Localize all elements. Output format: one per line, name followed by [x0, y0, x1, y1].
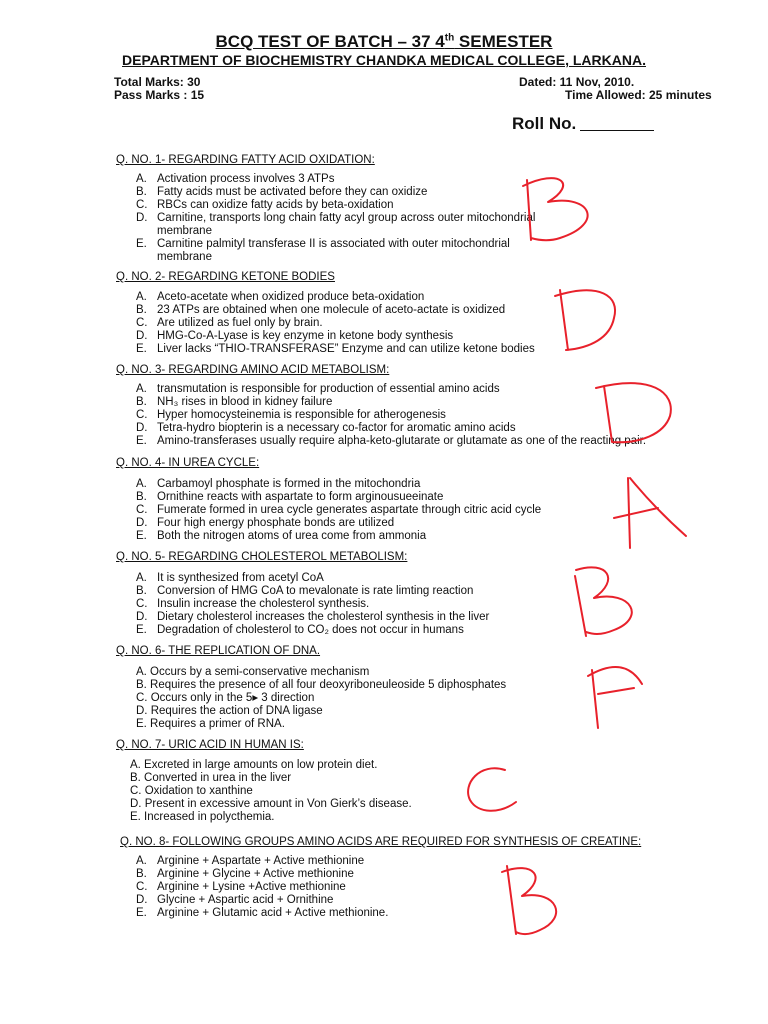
- question-8-heading: Q. NO. 8- FOLLOWING GROUPS AMINO ACIDS ARE REQUIRED FOR SYNTHESIS OF CREATINE:: [120, 836, 642, 848]
- question-3-options: [136, 383, 646, 448]
- option-7a: A. Excreted in large amounts on low protein diet.: [130, 759, 378, 771]
- answer-2-handwritten-d: [555, 290, 615, 350]
- question-4-heading: Q. NO. 4- IN UREA CYCLE:: [116, 457, 260, 469]
- option-8d: D. Glycine + Aspartic acid + Ornithine: [136, 894, 334, 906]
- option-3c: C. Hyper homocysteinemia is responsible for atherogenesis: [136, 409, 446, 421]
- question-4-options: [136, 478, 541, 543]
- question-7-options: [130, 759, 412, 824]
- pass-marks: Pass Marks : 15: [114, 88, 205, 102]
- option-3d: D. Tetra-hydro biopterin is a necessary co-factor for aromatic amino acids: [136, 422, 516, 434]
- option-8b: B. Arginine + Glycine + Active methionine: [136, 868, 354, 880]
- question-2-options: [136, 291, 535, 356]
- answer-4-handwritten-a: [614, 478, 686, 548]
- option-5d: D. Dietary cholesterol increases the cholesterol synthesis in the liver: [136, 611, 490, 623]
- time-allowed: Time Allowed: 25 minutes: [565, 88, 712, 102]
- option-5e: E. Degradation of cholesterol to CO₂ does not occur in humans: [136, 624, 464, 636]
- question-6-options: [136, 666, 506, 731]
- option-1a: A. Activation process involves 3 ATPs: [136, 173, 335, 185]
- option-6c: C. Occurs only in the 5▸ 3 direction: [136, 692, 315, 704]
- question-2-heading: Q. NO. 2- REGARDING KETONE BODIES: [116, 271, 335, 283]
- option-5b: B. Conversion of HMG CoA to mevalonate is rate limting reaction: [136, 585, 474, 597]
- option-1e-continued: membrane: [157, 251, 212, 263]
- option-7c: C. Oxidation to xanthine: [130, 785, 253, 797]
- total-marks: Total Marks: 30: [114, 75, 201, 89]
- option-2a: A. Aceto-acetate when oxidized produce beta-oxidation: [136, 291, 425, 303]
- option-7b: B. Converted in urea in the liver: [130, 772, 292, 784]
- option-4e: E. Both the nitrogen atoms of urea come from ammonia: [136, 530, 427, 542]
- option-2d: D. HMG-Co-A-Lyase is key enzyme in ketone body synthesis: [136, 330, 454, 342]
- option-1e: E. Carnitine palmityl transferase II is associated with outer mitochondrial: [136, 238, 510, 250]
- option-6d: D. Requires the action of DNA ligase: [136, 705, 323, 717]
- answer-8-handwritten-b: [502, 866, 556, 934]
- option-4d: D. Four high energy phosphate bonds are utilized: [136, 517, 395, 529]
- option-4b: B. Ornithine reacts with aspartate to form arginousueeinate: [136, 491, 444, 503]
- option-1d: D. Carnitine, transports long chain fatty acyl group across outer mitochondrial: [136, 212, 536, 224]
- roll-number-blank[interactable]: [580, 130, 654, 131]
- answer-6-handwritten-a: [588, 667, 642, 728]
- option-8e: E. Arginine + Glutamic acid + Active methionine.: [136, 907, 389, 919]
- question-1-options: [136, 173, 535, 264]
- option-7e: E. Increased in polycthemia.: [130, 811, 275, 823]
- option-4a: A. Carbamoyl phosphate is formed in the mitochondria: [136, 478, 421, 490]
- option-3e: E. Amino-transferases usually require alpha-keto-glutarate or glutamate as one of the reacting pair.: [136, 435, 647, 447]
- option-7d: D. Present in excessive amount in Von Gierk’s disease.: [130, 798, 412, 810]
- department-name: DEPARTMENT OF BIOCHEMISTRY CHANDKA MEDICAL COLLEGE, LARKANA.: [122, 52, 646, 68]
- question-8-options: [136, 855, 388, 920]
- question-7-heading: Q. NO. 7- URIC ACID IN HUMAN IS:: [116, 739, 304, 751]
- exam-date: Dated: 11 Nov, 2010.: [519, 75, 635, 89]
- question-6-heading: Q. NO. 6- THE REPLICATION OF DNA.: [116, 645, 321, 657]
- option-6b: B. Requires the presence of all four deoxyriboneuleoside 5 diphosphates: [136, 679, 507, 691]
- question-3-heading: Q. NO. 3- REGARDING AMINO ACID METABOLISM:: [116, 364, 390, 376]
- option-2b: B. 23 ATPs are obtained when one molecule of aceto-actate is oxidized: [136, 304, 506, 316]
- answer-7-handwritten-c: [468, 768, 516, 810]
- option-3b: B. NH₃ rises in blood in kidney failure: [136, 396, 333, 408]
- option-5c: C. Insulin increase the cholesterol synthesis.: [136, 598, 370, 610]
- option-3a: A. transmutation is responsible for production of essential amino acids: [136, 383, 500, 395]
- option-6a: A. Occurs by a semi-conservative mechanism: [136, 666, 370, 678]
- option-1b: B. Fatty acids must be activated before they can oxidize: [136, 186, 428, 198]
- option-1d-continued: membrane: [157, 225, 212, 237]
- option-2e: E. Liver lacks “THIO-TRANSFERASE” Enzyme and can utilize ketone bodies: [136, 343, 535, 355]
- exam-title: BCQ TEST OF BATCH – 37 4th SEMESTER: [215, 32, 553, 51]
- option-6e: E. Requires a primer of RNA.: [136, 718, 285, 730]
- question-1-heading: Q. NO. 1- REGARDING FATTY ACID OXIDATION:: [116, 154, 375, 166]
- option-8c: C. Arginine + Lysine +Active methionine: [136, 881, 346, 893]
- answer-5-handwritten-b: [575, 567, 632, 636]
- roll-number-field[interactable]: Roll No.: [512, 114, 654, 134]
- option-1c: C. RBCs can oxidize fatty acids by beta-oxidation: [136, 199, 394, 211]
- question-5-heading: Q. NO. 5- REGARDING CHOLESTEROL METABOLISM:: [116, 551, 408, 563]
- option-5a: A. It is synthesized from acetyl CoA: [136, 572, 324, 584]
- option-2c: C. Are utilized as fuel only by brain.: [136, 317, 323, 329]
- question-5-options: [136, 572, 489, 637]
- option-4c: C. Fumerate formed in urea cycle generates aspartate through citric acid cycle: [136, 504, 542, 516]
- option-8a: A. Arginine + Aspartate + Active methionine: [136, 855, 365, 867]
